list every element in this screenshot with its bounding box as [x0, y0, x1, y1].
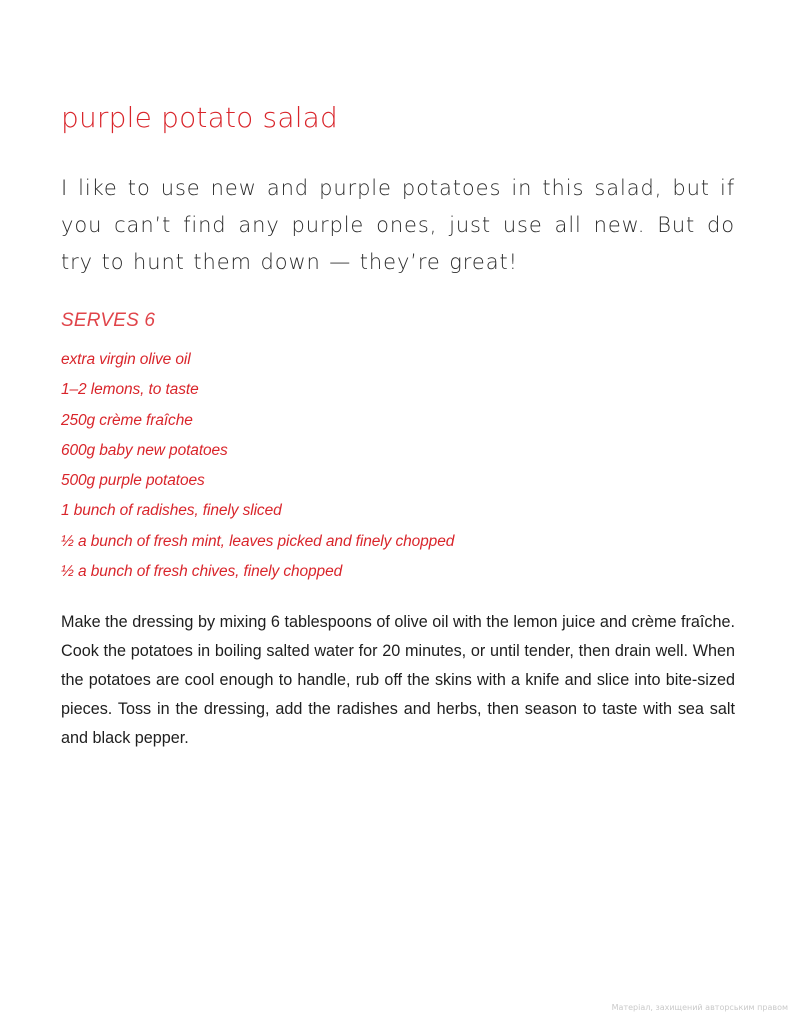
ingredient-item: 500g purple potatoes — [61, 472, 205, 490]
ingredient-list — [61, 345, 454, 587]
serves-label: SERVES 6 — [61, 310, 156, 331]
ingredient-item: 600g baby new potatoes — [61, 441, 228, 459]
ingredient-item: 1 bunch of radishes, finely sliced — [61, 502, 282, 520]
recipe-intro: I like to use new and purple potatoes in this salad, but if you can’t find any purple ones, just use all new. But do try to hunt them down — they’re great! — [61, 176, 735, 274]
ingredient-item: 250g crème fraîche — [61, 411, 193, 429]
ingredient-item: 1–2 lemons, to taste — [61, 381, 199, 399]
method-text: Make the dressing by mixing 6 tablespoons of olive oil with the lemon juice and crème fraîche. Cook the potatoes in boiling salted water for 20 minutes, or until tender, then drain well. When the potatoes are cool enough to handle, rub off the skins with a knife and slice into bite-sized pieces. Toss in the dressing, add the radishes and herbs, then season to taste with sea salt and black pepper. — [61, 613, 735, 747]
copyright-watermark: Матеріал, захищений авторським правом — [611, 1003, 788, 1012]
recipe-title: purple potato salad — [61, 101, 339, 134]
ingredient-item: ½ a bunch of fresh chives, finely chopped — [61, 563, 343, 581]
ingredient-item: extra virgin olive oil — [61, 351, 191, 368]
ingredient-item: ½ a bunch of fresh mint, leaves picked and finely chopped — [61, 532, 455, 550]
